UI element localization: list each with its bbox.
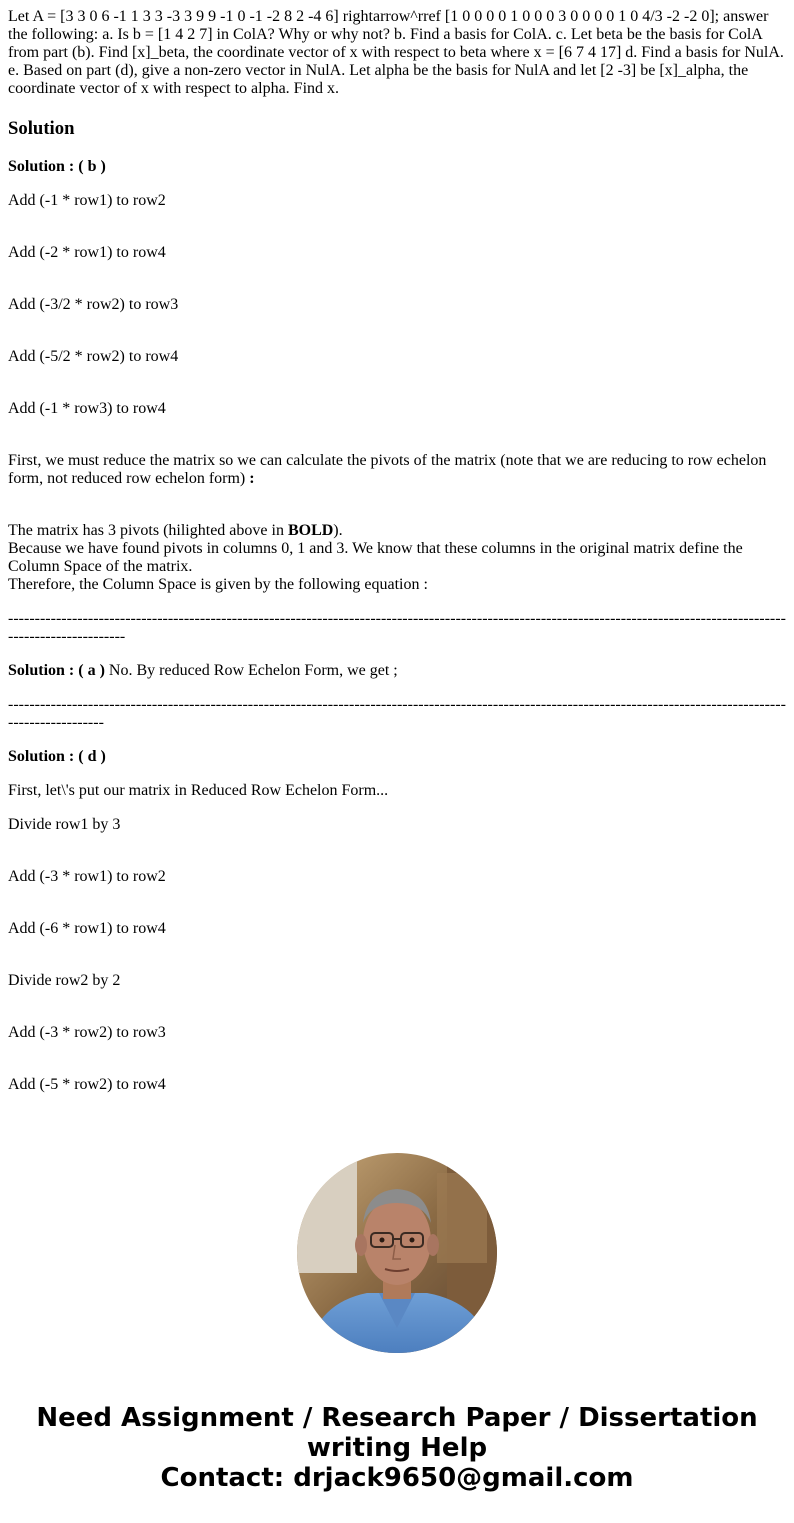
part-b-step: Add (-1 * row3) to row4 <box>8 400 166 417</box>
part-b-label: Solution : ( b ) <box>8 158 106 175</box>
part-d-step: Divide row1 by 3 <box>8 816 121 833</box>
solution-heading: Solution <box>8 118 75 139</box>
divider: -------------------------------------------------------------------------------------------------------------------------------------------------------------------- <box>8 696 786 731</box>
author-avatar <box>297 1153 497 1353</box>
footer-line: Need Assignment / Research Paper / Dissertation <box>36 1403 758 1433</box>
pivot-explanation: The matrix has 3 pivots (hilighted above in BOLD). Because we have found pivots in columns 0, 1 and 3. We know that these columns in the original matrix define the Column Space of the matrix. Therefore, the Column Space is given by the following equation : <box>8 522 743 593</box>
part-b-step: Add (-3/2 * row2) to row3 <box>8 296 179 313</box>
reduce-explanation: First, we must reduce the matrix so we can calculate the pivots of the matrix (note that we are reducing to row echelon form, not reduced row echelon form) : <box>8 452 767 487</box>
part-d-label: Solution : ( d ) <box>8 748 106 765</box>
part-a-answer: Solution : ( a ) No. By reduced Row Echelon Form, we get ; <box>8 662 398 679</box>
part-b-step: Add (-2 * row1) to row4 <box>8 244 166 261</box>
footer-contact: Contact: drjack9650@gmail.com <box>160 1463 634 1493</box>
part-d-step: Divide row2 by 2 <box>8 972 121 989</box>
question-text: Let A = [3 3 0 6 -1 1 3 3 -3 3 9 9 -1 0 -1 -2 8 2 -4 6] rightarrow^rref [1 0 0 0 0 1 0 0 0 3 0 0 0 0 1 0 4/3 -2 -2 0]; answer the following: a. Is b = [1 4 2 7] in ColA? Why or why not? b. Find a basis for ColA. c. Let beta be the basis for ColA from part (b). Find [x]_beta, the coordinate vector of x with respect to beta where x = [6 7 4 17] d. Find a basis for NulA. e. Based on part (d), give a non-zero vector in NulA. Let alpha be the basis for NulA and let [2 -3] be [x]_alpha, the coordinate vector of x with respect to alpha. Find x. <box>8 8 784 97</box>
part-d-step: Add (-3 * row2) to row3 <box>8 1024 166 1041</box>
contact-footer <box>0 1403 794 1493</box>
part-d-step: Add (-3 * row1) to row2 <box>8 868 166 885</box>
part-b-step: Add (-5/2 * row2) to row4 <box>8 348 179 365</box>
divider: ------------------------------------------------------------------------------------------------------------------------------------------------------------------------ <box>8 610 786 645</box>
part-d-step: Add (-6 * row1) to row4 <box>8 920 166 937</box>
document-body <box>8 8 786 1128</box>
part-d-step: Add (-5 * row2) to row4 <box>8 1076 166 1093</box>
part-d-intro: First, let\'s put our matrix in Reduced Row Echelon Form... <box>8 782 389 799</box>
footer-line: writing Help <box>306 1433 488 1463</box>
part-b-step: Add (-1 * row1) to row2 <box>8 192 166 209</box>
